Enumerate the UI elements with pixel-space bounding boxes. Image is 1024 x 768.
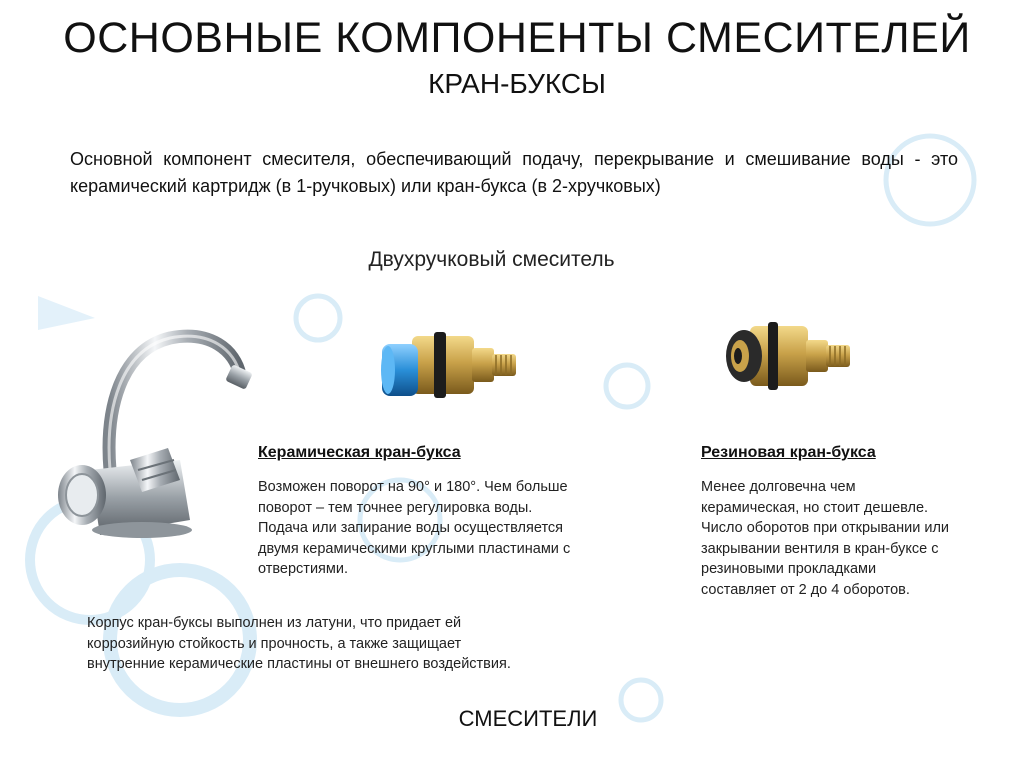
intro-paragraph: Основной компонент смесителя, обеспечивающий подачу, перекрывание и смешивание воды - это керамический картридж (в 1-ручковых) или кран-букса (в 2-хручковых) bbox=[70, 149, 958, 196]
rubber-heading: Резиновая кран-букса bbox=[701, 444, 876, 461]
footer-label: СМЕСИТЕЛИ bbox=[458, 706, 598, 731]
section-title: Двухручковый смеситель bbox=[368, 248, 615, 271]
ceramic-cartridge-image bbox=[378, 322, 523, 407]
ceramic-description: Возможен поворот на 90° и 180°. Чем больше поворот – тем точнее регулировка воды. Подача или запирание воды осуществляется двумя керамическими круглыми пластинами с отверстиями. bbox=[258, 479, 571, 577]
body-note: Корпус кран-буксы выполнен из латуни, что придает ей коррозийную стойкость и прочность, а также защищает внутренние керамические пластины от внешнего воздействия. bbox=[87, 615, 511, 672]
faucet-image bbox=[50, 320, 260, 545]
page-subtitle: КРАН-БУКСЫ bbox=[428, 68, 606, 99]
ceramic-heading: Керамическая кран-букса bbox=[258, 444, 461, 461]
bubble-decoration bbox=[606, 365, 648, 407]
rubber-cartridge-image bbox=[720, 316, 855, 396]
rubber-description: Менее долговечна чем керамическая, но стоит дешевле. Число оборотов при открывании или закрывании вентиля в кран-буксе с резиновыми прокладками составляет от 2 до 4 оборотов. bbox=[701, 479, 950, 598]
page-title: ОСНОВНЫЕ КОМПОНЕНТЫ СМЕСИТЕЛЕЙ bbox=[63, 14, 971, 62]
bubble-decoration bbox=[296, 296, 340, 340]
